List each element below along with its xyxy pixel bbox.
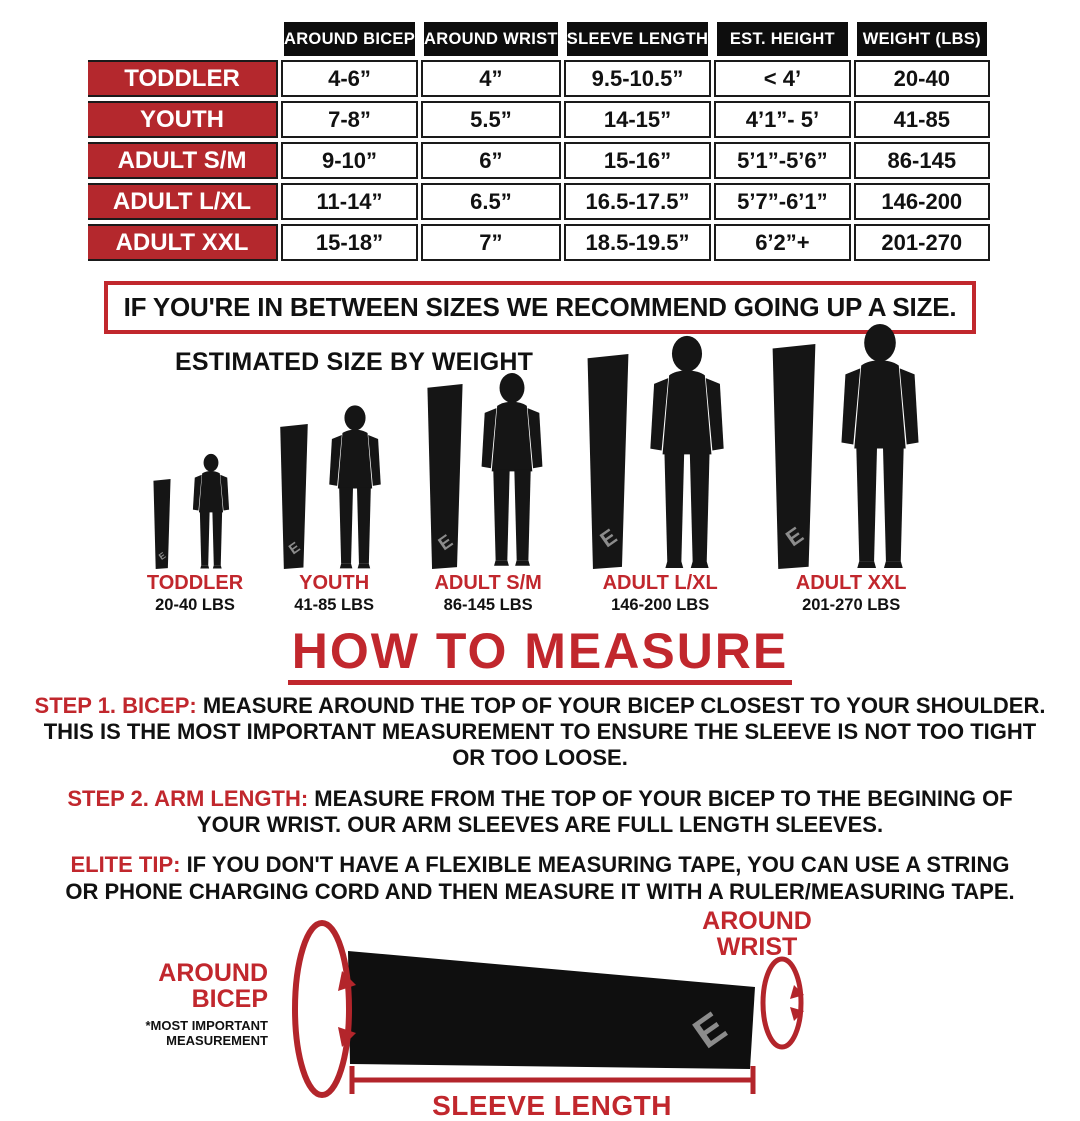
group-weight-label: 20-40 LBS [155,596,235,614]
step-1-lead: STEP 1. BICEP: [34,692,197,718]
how-to-measure-title: HOW TO MEASURE [288,625,793,685]
row-label-adult-sm: ADULT S/M [88,142,278,179]
column-header-weight: WEIGHT (LBS) [857,22,987,56]
row-label-adult-xxl: ADULT XXL [88,224,278,261]
step-2-arm-length [50,786,1030,839]
elite-tip [60,852,1020,905]
group-weight-label: 201-270 LBS [802,596,901,614]
table-cell: 6” [421,142,561,179]
table-cell: 15-18” [281,224,418,261]
most-important-note: *MOST IMPORTANT MEASUREMENT [145,1018,268,1049]
between-sizes-banner: IF YOU'RE IN BETWEEN SIZES WE RECOMMEND GOING UP A SIZE. [104,281,977,334]
size-group-adult-sm [425,369,551,615]
table-cell: 7-8” [281,101,418,138]
measuring-diagram [0,909,1080,1121]
size-group-youth [277,404,391,615]
step-2-text: MEASURE FROM THE TOP OF YOUR BICEP TO THE BEGINING OF YOUR WRIST. OUR ARM SLEEVES ARE FULL LENGTH SLEEVES. [196,785,1013,838]
person-silhouette-icon [319,404,391,569]
table-cell: 146-200 [854,183,990,220]
row-label-youth: YOUTH [88,101,278,138]
logo-letter: E [684,1002,735,1058]
table-cell: 7” [421,224,561,261]
arm-sleeve-icon [425,384,465,569]
elite-tip-lead: ELITE TIP: [70,852,181,878]
table-cell: 201-270 [854,224,990,261]
arm-sleeve-icon [150,479,174,569]
column-header-around-bicep: AROUND BICEP [284,22,415,56]
sleeve-length-label: SLEEVE LENGTH [432,1090,672,1121]
table-cell: 6’2”+ [714,224,850,261]
sleeve-length-line [352,1066,753,1094]
table-cell: 18.5-19.5” [564,224,711,261]
around-wrist-label: AROUND WRIST [702,907,812,961]
group-size-label: TODDLER [146,572,244,594]
table-corner-cell [88,22,278,56]
group-size-label: ADULT L/XL [602,572,718,594]
size-chart-table [88,22,990,261]
column-header-around-wrist: AROUND WRIST [424,22,558,56]
row-label-adult-lxl: ADULT L/XL [88,183,278,220]
arm-sleeve-icon [769,344,819,569]
row-label-toddler: TODDLER [88,60,278,97]
table-cell: 5.5” [421,101,561,138]
table-cell: 5’7”-6’1” [714,183,850,220]
column-header-sleeve-length: SLEEVE LENGTH [567,22,708,56]
table-cell: 14-15” [564,101,711,138]
table-cell: 20-40 [854,60,990,97]
table-cell: 9-10” [281,142,418,179]
arm-sleeve-icon [585,354,631,569]
table-cell: 4-6” [281,60,418,97]
table-cell: 11-14” [281,183,418,220]
group-weight-label: 86-145 LBS [443,596,533,614]
sleeve-shape [348,951,755,1069]
table-cell: < 4’ [714,60,850,97]
sleeve-diagram-graphic [0,909,1080,1121]
person-silhouette-icon [473,369,551,569]
estimated-size-heading: ESTIMATED SIZE BY WEIGHT [175,348,534,376]
table-cell: 9.5-10.5” [564,60,711,97]
group-weight-label: 146-200 LBS [611,596,710,614]
table-cell: 4’1”- 5’ [714,101,850,138]
table-cell: 5’1”-5’6” [714,142,850,179]
table-cell: 15-16” [564,142,711,179]
bicep-measure-arrow-icon [295,923,356,1095]
column-header-est-height: EST. HEIGHT [717,22,847,56]
size-group-toddler [147,453,243,615]
arm-sleeve-icon [277,424,311,569]
table-cell: 41-85 [854,101,990,138]
table-cell: 86-145 [854,142,990,179]
group-size-label: ADULT S/M [434,572,542,594]
table-cell: 4” [421,60,561,97]
person-silhouette-icon [182,453,240,569]
group-weight-label: 41-85 LBS [294,596,375,614]
table-cell: 16.5-17.5” [564,183,711,220]
elite-tip-text: IF YOU DON'T HAVE A FLEXIBLE MEASURING TAPE, YOU CAN USE A STRING OR PHONE CHARGING CORD AND THEN MEASURE IT WITH A RULER/MEASURING TAPE. [65,852,1015,904]
group-size-label: ADULT XXL [795,572,907,594]
table-cell: 6.5” [421,183,561,220]
wrist-measure-arrow-icon [763,959,804,1047]
step-2-lead: STEP 2. ARM LENGTH: [67,785,309,811]
step-1-text: MEASURE AROUND THE TOP OF YOUR BICEP CLOSEST TO YOUR SHOULDER. THIS IS THE MOST IMPORTANT MEASUREMENT TO ENSURE THE SLEEVE IS NOT TOO TIGHT OR TOO LOOSE. [43,692,1046,771]
group-size-label: YOUTH [299,572,370,594]
step-1-bicep [25,693,1055,772]
around-bicep-label: AROUND BICEP [158,959,268,1013]
